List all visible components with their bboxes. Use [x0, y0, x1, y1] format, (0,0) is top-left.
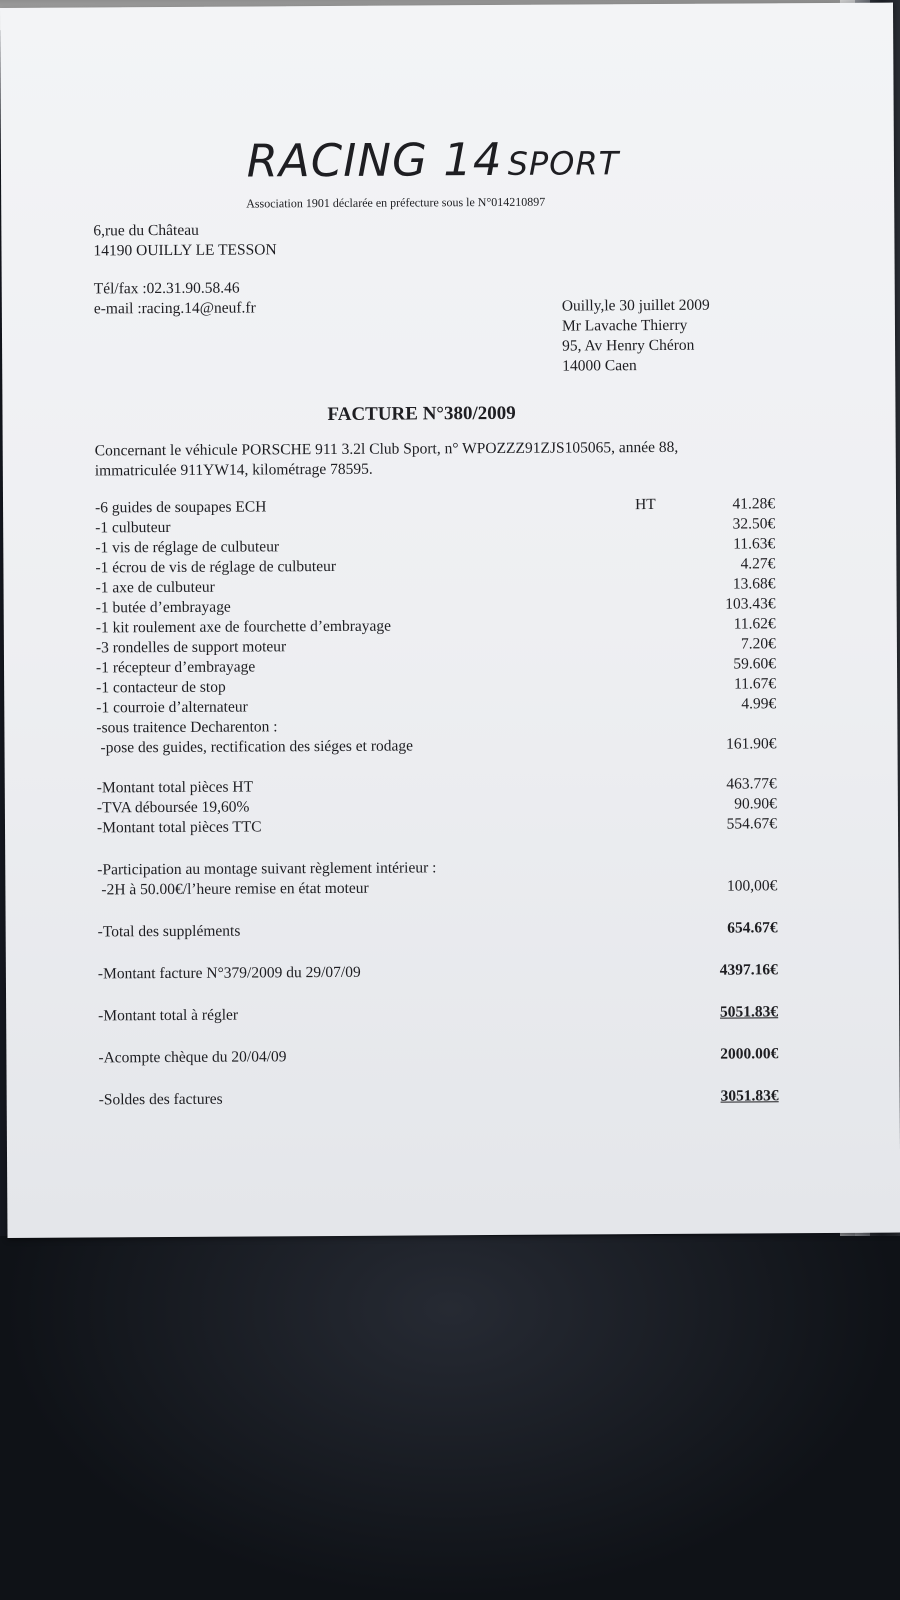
association-line: Association 1901 déclarée en préfecture sous le N°014210897 [246, 194, 546, 211]
balance-label: -Soldes des factures [98, 1090, 223, 1109]
place-date: Ouilly,le 30 juillet 2009 [561, 296, 710, 315]
item-amount: 59.60€ [733, 655, 777, 673]
summary-row [98, 1045, 778, 1069]
vehicle-line1: Concernant le véhicule PORSCHE 911 3.2l Club Sport, n° WPOZZZ91ZJS105065, année 88, [94, 438, 679, 460]
item-label: -1 kit roulement axe de fourchette d’embrayage [95, 617, 392, 637]
supplements-amount: 654.67€ [727, 919, 778, 937]
item-amount: 161.90€ [726, 735, 777, 753]
item-amount: 13.68€ [732, 575, 776, 593]
total-label: -Montant total pièces TTC [96, 818, 262, 837]
invoice-sheet [0, 3, 900, 1238]
deposit-label: -Acompte chèque du 20/04/09 [98, 1048, 287, 1067]
total-amount: 463.77€ [726, 775, 777, 793]
logo-sub: SPORT [507, 144, 620, 183]
item-amount: 4.27€ [740, 555, 776, 573]
item-amount: 100,00€ [726, 877, 778, 895]
item-amount: 32.50€ [732, 515, 776, 533]
balance-amount: 3051.83€ [720, 1087, 779, 1105]
total-label: -Montant total pièces HT [96, 778, 254, 797]
previous-invoice-label: -Montant facture N°379/2009 du 29/07/09 [97, 963, 361, 983]
item-label: -1 axe de culbuteur [95, 578, 215, 597]
recipient-city: 14000 Caen [562, 357, 637, 375]
recipient-street: 95, Av Henry Chéron [562, 336, 695, 355]
deposit-amount: 2000.00€ [720, 1045, 779, 1063]
item-amount: 11.63€ [733, 535, 776, 553]
total-due-label: -Montant total à régler [98, 1006, 239, 1025]
list-item [97, 877, 777, 901]
item-amount: 4.99€ [741, 695, 777, 713]
item-label: -1 culbuteur [95, 518, 171, 537]
logo-main: RACING 14 [246, 132, 503, 188]
item-amount: 11.67€ [734, 675, 777, 693]
item-label: -3 rondelles de support moteur [95, 638, 287, 657]
company-address-line1: 6,rue du Château [93, 221, 199, 240]
total-label: -TVA déboursée 19,60% [96, 798, 250, 817]
summary-row [98, 961, 778, 985]
item-label: -1 vis de réglage de culbuteur [95, 538, 280, 557]
list-item [96, 735, 776, 759]
item-label: -1 écrou de vis de réglage de culbuteur [95, 557, 337, 577]
company-address-line2: 14190 OUILLY LE TESSON [93, 241, 277, 260]
recipient-name: Mr Lavache Thierry [561, 316, 688, 335]
item-label: -1 contacteur de stop [96, 678, 226, 697]
company-email: e-mail :racing.14@neuf.fr [93, 299, 256, 318]
dark-surface [0, 1236, 900, 1600]
item-label: -1 butée d’embrayage [95, 598, 231, 617]
total-amount: 554.67€ [726, 815, 778, 833]
item-label: -6 guides de soupapes ECH [95, 498, 267, 517]
item-amount: 41.28€ [732, 495, 776, 513]
company-phone: Tél/fax :02.31.90.58.46 [93, 279, 240, 298]
ht-label: HT [634, 496, 656, 514]
labour-label: -Participation au montage suivant règlement intérieur : [97, 859, 437, 879]
total-amount: 90.90€ [734, 795, 777, 813]
summary-row [98, 919, 778, 943]
company-logo [223, 132, 643, 188]
item-label: -pose des guides, rectification des siéges et rodage [100, 737, 414, 757]
item-amount: 11.62€ [733, 615, 776, 633]
invoice-title: FACTURE N°380/2009 [327, 402, 516, 426]
summary-row [98, 1003, 778, 1027]
subcontract-label: -sous traitence Decharenton : [96, 718, 278, 737]
item-amount: 7.20€ [740, 635, 776, 653]
vehicle-line2: immatriculée 911YW14, kilométrage 78595. [94, 460, 373, 480]
summary-row [99, 1087, 779, 1111]
supplements-label: -Total des suppléments [97, 922, 241, 941]
item-label: -1 courroie d’alternateur [96, 698, 248, 717]
previous-invoice-amount: 4397.16€ [719, 961, 778, 979]
item-label: -1 récepteur d’embrayage [95, 658, 256, 677]
total-row [97, 815, 777, 839]
total-due-amount: 5051.83€ [719, 1003, 779, 1021]
item-amount: 103.43€ [725, 595, 776, 613]
item-label: -2H à 50.00€/l’heure remise en état moteur [101, 879, 369, 899]
